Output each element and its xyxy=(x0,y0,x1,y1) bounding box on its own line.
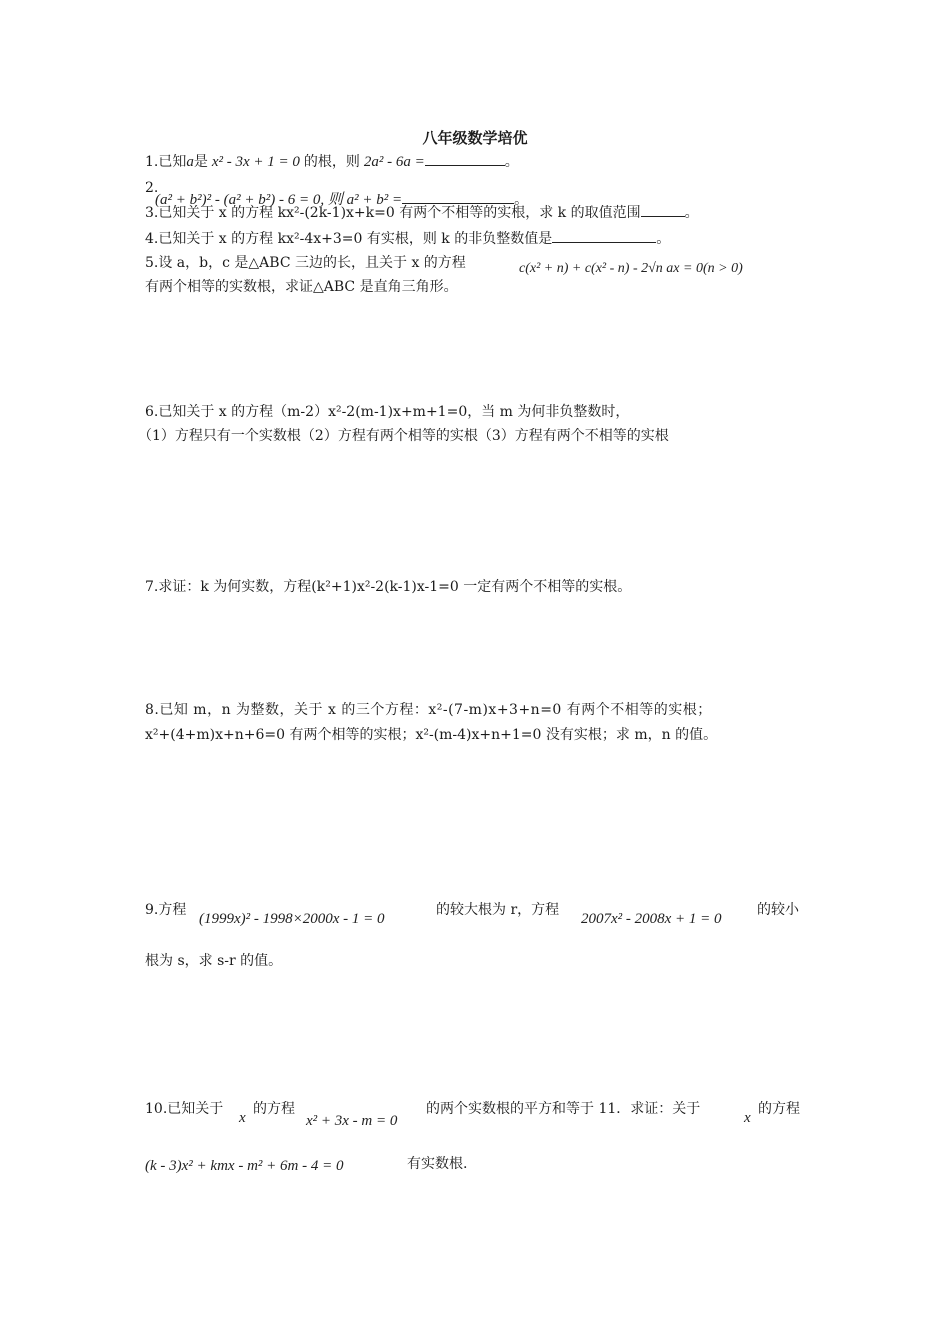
q1-answer-blank xyxy=(425,151,505,166)
q1-prefix: 1.已知 xyxy=(145,154,187,170)
q2-number: 2. xyxy=(145,180,159,196)
question-9-equation-1: (1999x)² - 1998×2000x - 1 = 0 xyxy=(199,911,385,927)
question-9-end: 的较小 xyxy=(757,902,799,918)
question-10-end1: 的方程 xyxy=(758,1101,800,1117)
q1-variable: a xyxy=(186,154,194,170)
question-9-equation-2: 2007x² - 2008x + 1 = 0 xyxy=(581,911,722,927)
q1-mid1: 是 xyxy=(193,154,208,170)
question-10-equation-1: x² + 3x - m = 0 xyxy=(306,1113,398,1129)
q1-mid2: 的根，则 xyxy=(303,154,360,170)
question-8-line-2: x²+(4+m)x+n+6=0 有两个相等的实根；x²-(m-4)x+n+1=0 没有实根；求 m，n 的值。 xyxy=(145,727,718,743)
question-10-variable-1: x xyxy=(239,1110,246,1126)
q3-end: 。 xyxy=(684,205,699,221)
question-10-mid1: 的方程 xyxy=(253,1101,295,1117)
question-4 xyxy=(145,228,670,249)
question-9-prefix: 9.方程 xyxy=(145,902,187,918)
q1-expression: 2a² - 6a = xyxy=(363,154,425,170)
question-6-line-2: （1）方程只有一个实数根（2）方程有两个相等的实根（3）方程有两个不相等的实根 xyxy=(138,428,669,444)
question-9-line-2: 根为 s，求 s-r 的值。 xyxy=(145,953,283,969)
question-8-line-1: 8.已知 m，n 为整数，关于 x 的三个方程：x²-(7-m)x+3+n=0 有两个不相等的实根； xyxy=(145,702,712,718)
page-title: 八年级数学培优 xyxy=(422,129,528,147)
question-1 xyxy=(145,151,519,172)
question-10-equation-2: (k - 3)x² + kmx - m² + 6m - 4 = 0 xyxy=(145,1158,344,1174)
question-5-line-2: 有两个相等的实数根，求证△ABC 是直角三角形。 xyxy=(145,279,458,295)
question-10-variable-2: x xyxy=(744,1110,751,1126)
q4-text: 4.已知关于 x 的方程 kx²-4x+3=0 有实根，则 k 的非负整数值是 xyxy=(145,231,553,247)
q3-answer-blank xyxy=(641,202,685,217)
question-10-mid2: 的两个实数根的平方和等于 11．求证：关于 xyxy=(426,1101,701,1117)
q1-end: 。 xyxy=(504,154,519,170)
q4-answer-blank xyxy=(552,228,656,243)
question-10-prefix: 10.已知关于 xyxy=(145,1101,224,1117)
question-5-equation: c(x² + n) + c(x² - n) - 2√n ax = 0(n > 0) xyxy=(519,261,743,276)
question-6-line-1: 6.已知关于 x 的方程（m-2）x²-2(m-1)x+m+1=0，当 m 为何非负整数时， xyxy=(145,404,630,420)
question-9-mid: 的较大根为 r，方程 xyxy=(436,902,560,918)
q4-end: 。 xyxy=(656,231,671,247)
q1-equation: x² - 3x + 1 = 0 xyxy=(211,154,300,170)
question-5-line-1: 5.设 a，b，c 是△ABC 三边的长，且关于 x 的方程 xyxy=(145,255,466,271)
question-3 xyxy=(145,202,699,223)
q3-text: 3.已知关于 x 的方程 kx²-(2k-1)x+k=0 有两个不相等的实根，求 k 的取值范围 xyxy=(145,205,641,221)
q2-expression: (a² + b²)² - (a² + b²) - 6 = 0, 则 a² + b² = xyxy=(155,192,403,208)
question-10-end2: 有实数根. xyxy=(407,1156,468,1172)
question-7: 7.求证：k 为何实数，方程(k²+1)x²-2(k-1)x-1=0 一定有两个不相等的实根。 xyxy=(145,579,632,595)
q2-end: 。 xyxy=(514,192,529,208)
